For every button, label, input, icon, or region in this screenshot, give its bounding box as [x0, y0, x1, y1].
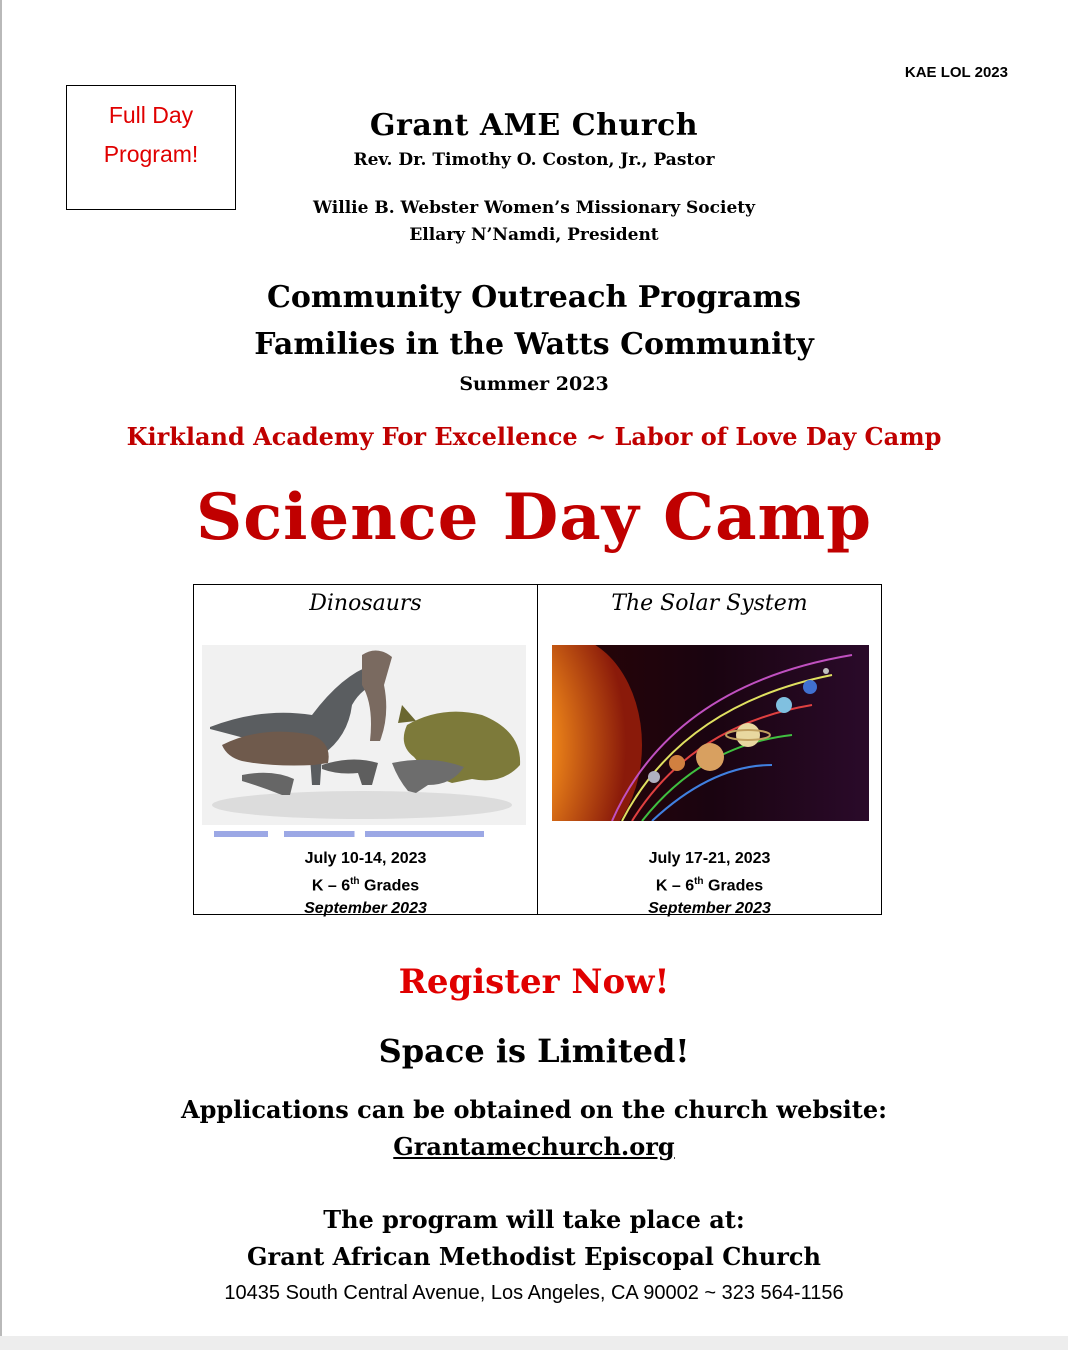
full-day-badge: [66, 85, 236, 210]
season-label: Summer 2023: [459, 373, 609, 395]
solar-system-image: [552, 645, 869, 821]
sessions-table: [193, 584, 882, 918]
session-topic: Dinosaurs: [309, 591, 422, 616]
location-intro: The program will take place at:: [323, 1205, 745, 1234]
session-note: September 2023: [648, 900, 771, 918]
session-dates: July 10-14, 2023: [304, 850, 427, 867]
register-now-heading: Register Now!: [398, 962, 670, 1002]
location-address: 10435 South Central Avenue, Los Angeles, CA 90002 ~ 323 564-1156: [224, 1282, 844, 1304]
session-dates: July 17-21, 2023: [648, 850, 771, 867]
camp-title: Science Day Camp: [195, 480, 873, 555]
pastor-line: Rev. Dr. Timothy O. Coston, Jr., Pastor: [353, 150, 715, 170]
badge-line-1: Full Day: [108, 102, 194, 128]
society-name: Willie B. Webster Women’s Missionary Society: [312, 198, 756, 218]
website-link[interactable]: Grantamechurch.org: [393, 1132, 675, 1161]
applications-text: Applications can be obtained on the church website:: [181, 1095, 887, 1124]
church-name: Grant AME Church: [369, 108, 699, 143]
session-note: September 2023: [304, 900, 427, 918]
session-grades: K – 6th Grades: [311, 876, 420, 895]
page-bottom-edge: [0, 1336, 1068, 1350]
session-dinosaurs: [194, 585, 537, 918]
location-name: Grant African Methodist Episcopal Church: [247, 1242, 821, 1271]
session-grades: K – 6th Grades: [655, 876, 764, 895]
dinosaurs-image: [202, 645, 526, 825]
session-topic: The Solar System: [611, 591, 808, 616]
session-solar-system: [537, 585, 881, 918]
space-limited-heading: Space is Limited!: [378, 1032, 690, 1070]
society-president: Ellary N’Namdi, President: [409, 225, 659, 245]
headline-line-1: Community Outreach Programs: [266, 280, 801, 315]
program-name: Kirkland Academy For Excellence ~ Labor of Love Day Camp: [126, 422, 942, 451]
image-caption-link[interactable]: [214, 831, 484, 837]
reference-code: KAE LOL 2023: [904, 64, 1008, 81]
session-details: [194, 847, 537, 920]
session-details: [538, 847, 881, 920]
headline-line-2: Families in the Watts Community: [254, 327, 814, 362]
badge-line-2: Program!: [103, 141, 199, 167]
